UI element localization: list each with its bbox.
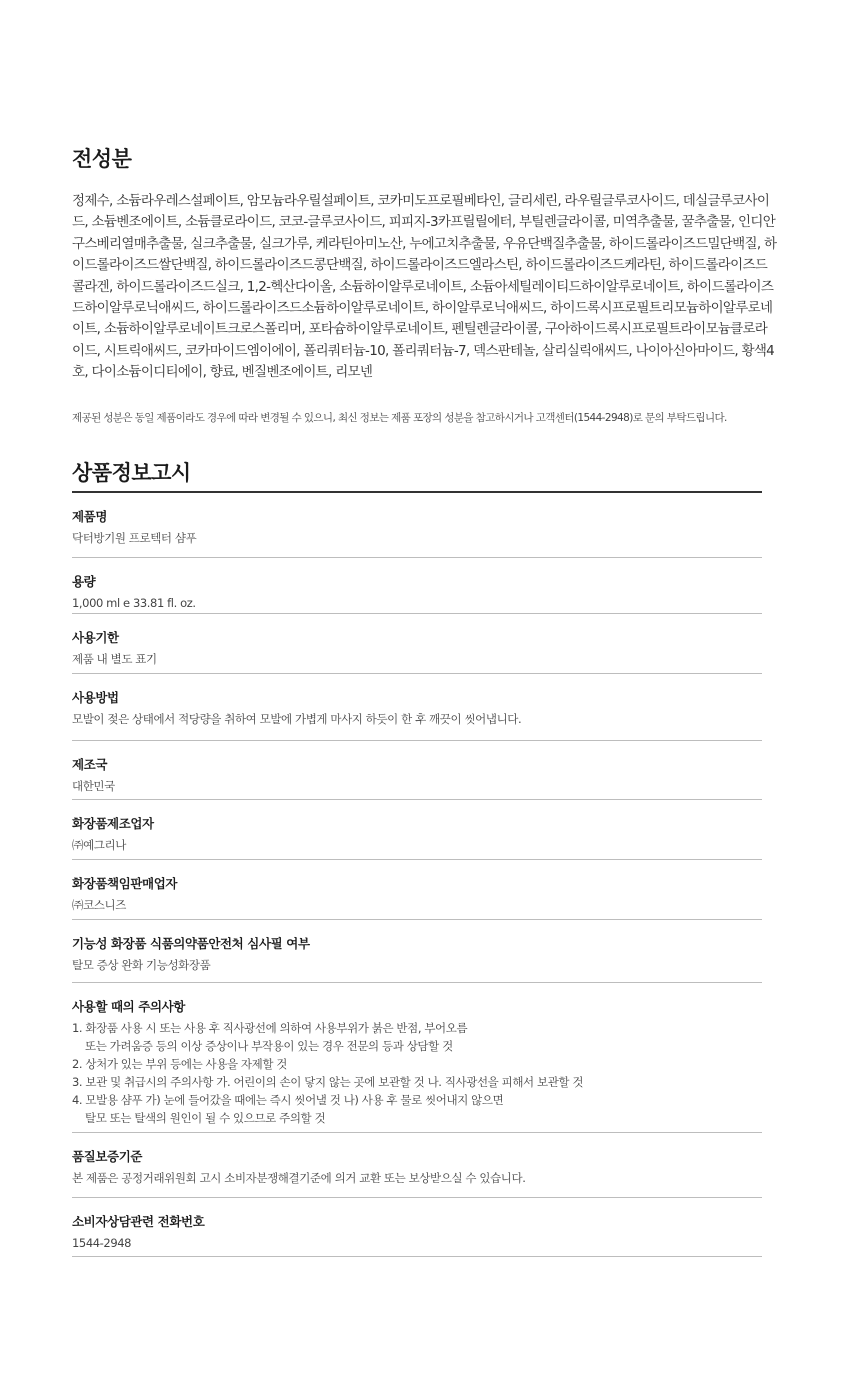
row-label: 제조국 — [72, 757, 108, 772]
row-label: 화장품책임판매업자 — [72, 876, 178, 891]
precaution-line: 또는 가려움증 등의 이상 증상이나 부작용이 있는 경우 전문의 등과 상담할 것 — [85, 1039, 453, 1053]
info-row-customer-phone — [72, 1198, 762, 1257]
product-info-title: 상품정보고시 — [72, 461, 191, 485]
ingredients-notice: 제공된 성분은 동일 제품이라도 경우에 따라 변경될 수 있으니, 최신 정보는 제품 포장의 성분을 참고하시거나 고객센터(1544-2948)로 문의 부탁드립니다. — [72, 412, 727, 424]
row-value: 제품 내 별도 표기 — [72, 652, 157, 666]
row-value: 1,000 ml e 33.81 fl. oz. — [72, 596, 196, 610]
row-label: 품질보증기준 — [72, 1149, 143, 1164]
row-label: 사용할 때의 주의사항 — [72, 999, 185, 1014]
info-row-volume — [72, 558, 762, 614]
info-row-manufacturer — [72, 800, 762, 860]
info-row-precautions — [72, 983, 762, 1133]
row-value: 대한민국 — [72, 779, 115, 793]
ingredients-title: 전성분 — [72, 147, 132, 171]
row-value: 본 제품은 공정거래위원회 고시 소비자분쟁해결기준에 의거 교환 또는 보상받으실 수 있습니다. — [72, 1171, 526, 1185]
precaution-line: 1. 화장품 사용 시 또는 사용 후 직사광선에 의하여 사용부위가 붉은 반점, 부어오름 — [72, 1021, 468, 1035]
row-value: 1544-2948 — [72, 1236, 132, 1250]
row-value: 탈모 증상 완화 기능성화장품 — [72, 958, 211, 972]
precaution-line: 탈모 또는 탈색의 원인이 될 수 있으므로 주의할 것 — [85, 1111, 326, 1125]
row-label: 용량 — [72, 574, 96, 589]
info-row-functional-review — [72, 920, 762, 983]
precaution-line: 3. 보관 및 취급시의 주의사항 가. 어린이의 손이 닿지 않는 곳에 보관할 것 나. 직사광선을 피해서 보관할 것 — [72, 1075, 584, 1089]
row-label: 사용방법 — [72, 690, 119, 705]
info-row-expiry — [72, 614, 762, 674]
row-label: 소비자상담관련 전화번호 — [72, 1214, 205, 1229]
row-label: 사용기한 — [72, 630, 119, 645]
precaution-line: 2. 상처가 있는 부위 등에는 사용을 자제할 것 — [72, 1057, 288, 1071]
info-row-product-name — [72, 493, 762, 558]
info-row-country — [72, 741, 762, 800]
precautions-list — [72, 1019, 762, 1127]
info-row-quality-standard — [72, 1133, 762, 1198]
row-label: 기능성 화장품 식품의약품안전처 심사필 여부 — [72, 936, 310, 951]
product-info-table — [72, 493, 762, 1257]
row-label: 화장품제조업자 — [72, 816, 154, 831]
info-row-usage — [72, 674, 762, 741]
row-value: 닥터방기원 프로텍터 샴푸 — [72, 531, 197, 545]
ingredients-list-text: 정제수, 소듐라우레스설페이트, 암모늄라우릴설페이트, 코카미도프로필베타인, 글리세린, 라우릴글루코사이드, 데실글루코사이드, 소듐벤조에이트, 소듐클로라이드, 코코-글루코사이드, 피피지-3카프릴릴에터, 부틸렌글라이콜, 미역추출물, 꿀추출물, 인디안구스베리열매추출물, 실크추출물, 실크가루, 케라틴아미노산, 누에고치추출물, 우유단백질추출물, 하이드롤라이즈드밀단백질, 하이드롤라이즈드쌀단백질, 하이드롤라이즈드콩단백질, 하이드롤라이즈드엘라스틴, 하이드롤라이즈드케라틴, 하이드롤라이즈드콜라겐, 하이드롤라이즈드실크, 1,2-헥산다이올, 소듐하이알루로네이트, 소듐아세틸레이티드하이알루로네이트, 하이드롤라이즈드하이알루로닉애씨드, 하이드롤라이즈드소듐하이알루로네이트, 하이알루로닉애씨드, 하이드록시프로필트리모늄하이알루로네이트, 소듐하이알루로네이트크로스폴리머, 포타슘하이알루로네이트, 펜틸렌글라이콜, 구아하이드록시프로필트라이모늄클로라이드, 시트릭애씨드, 코카마이드엠이에이, 폴리쿼터늄-10, 폴리쿼터늄-7, 덱스판테놀, 살리실릭애씨드, 나이아신아마이드, 황색4호, 다이소듐이디티에이, 향료, 벤질벤조에이트, 리모넨 — [72, 193, 777, 381]
precaution-line: 4. 모발용 샴푸 가) 눈에 들어갔을 때에는 즉시 씻어낼 것 나) 사용 후 물로 씻어내지 않으면 — [72, 1093, 504, 1107]
row-value: ㈜코스니즈 — [72, 898, 126, 912]
row-value: 모발이 젖은 상태에서 적당량을 취하여 모발에 가볍게 마사지 하듯이 한 후 깨끗이 씻어냅니다. — [72, 712, 522, 726]
row-label: 제품명 — [72, 509, 108, 524]
info-row-distributor — [72, 860, 762, 920]
row-value: ㈜예그리나 — [72, 838, 126, 852]
